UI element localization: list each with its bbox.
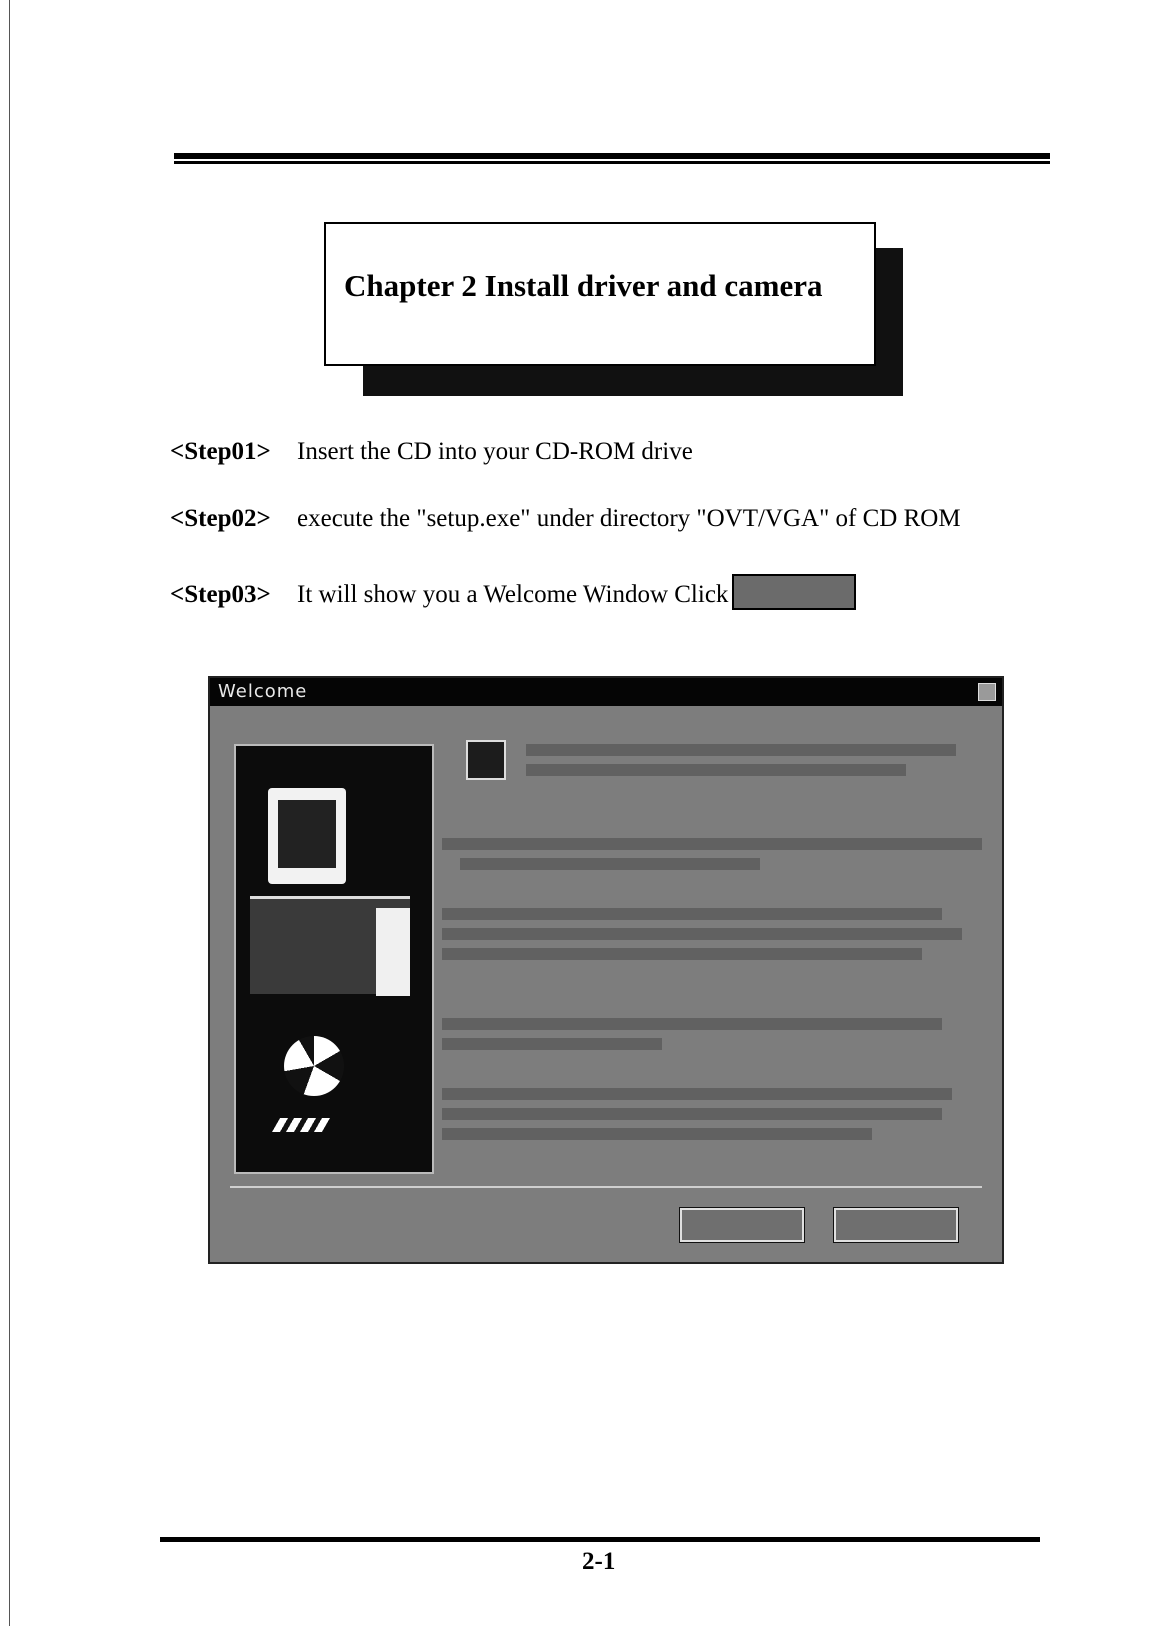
blurred-text-line xyxy=(442,928,962,940)
step-02 xyxy=(170,505,961,533)
step-02-text: execute the "setup.exe" under directory "OVT/VGA" of CD ROM xyxy=(297,505,961,532)
computer-side xyxy=(376,908,410,996)
blurred-text-line xyxy=(442,1088,952,1100)
disc-reflection-icon xyxy=(272,1118,330,1132)
setup-icon xyxy=(466,740,506,780)
blurred-text-line xyxy=(442,1108,942,1120)
step-01-text: Insert the CD into your CD-ROM drive xyxy=(297,438,693,465)
blurred-text-line xyxy=(442,1018,942,1030)
step-01-label: <Step01> xyxy=(170,438,271,465)
dialog-cancel-button xyxy=(834,1208,958,1242)
step-03-label: <Step03> xyxy=(170,581,271,608)
dialog-next-button xyxy=(680,1208,804,1242)
header-rule-thick xyxy=(174,153,1050,159)
dialog-divider xyxy=(230,1186,982,1188)
welcome-dialog-screenshot xyxy=(208,676,1004,1264)
blurred-text-line xyxy=(442,1128,872,1140)
blurred-text-line xyxy=(442,1038,662,1050)
dialog-title: Welcome xyxy=(218,681,308,702)
blurred-text-line xyxy=(442,948,922,960)
blurred-text-line xyxy=(442,838,982,850)
chapter-title: Chapter 2 Install driver and camera xyxy=(344,268,823,303)
next-button-illustration xyxy=(732,574,856,610)
blurred-text-line xyxy=(460,858,760,870)
dialog-titlebar xyxy=(210,678,1002,706)
step-02-label: <Step02> xyxy=(170,505,271,532)
blurred-text-line xyxy=(526,744,956,756)
step-03-text: It will show you a Welcome Window Click xyxy=(297,581,729,608)
step-01 xyxy=(170,438,693,466)
monitor-screen xyxy=(278,800,336,868)
blurred-text-line xyxy=(526,764,906,776)
chapter-box xyxy=(324,222,876,366)
footer-rule xyxy=(160,1537,1040,1542)
monitor-icon xyxy=(268,788,346,884)
close-icon xyxy=(978,683,996,701)
scan-margin-line xyxy=(9,0,10,1626)
header-rule xyxy=(174,153,1050,164)
blurred-text-line xyxy=(442,908,942,920)
disc-icon xyxy=(284,1036,344,1096)
step-03 xyxy=(170,574,856,610)
page-number: 2-1 xyxy=(582,1548,616,1575)
header-rule-thin xyxy=(174,161,1050,164)
setup-graphic-panel xyxy=(234,744,434,1174)
